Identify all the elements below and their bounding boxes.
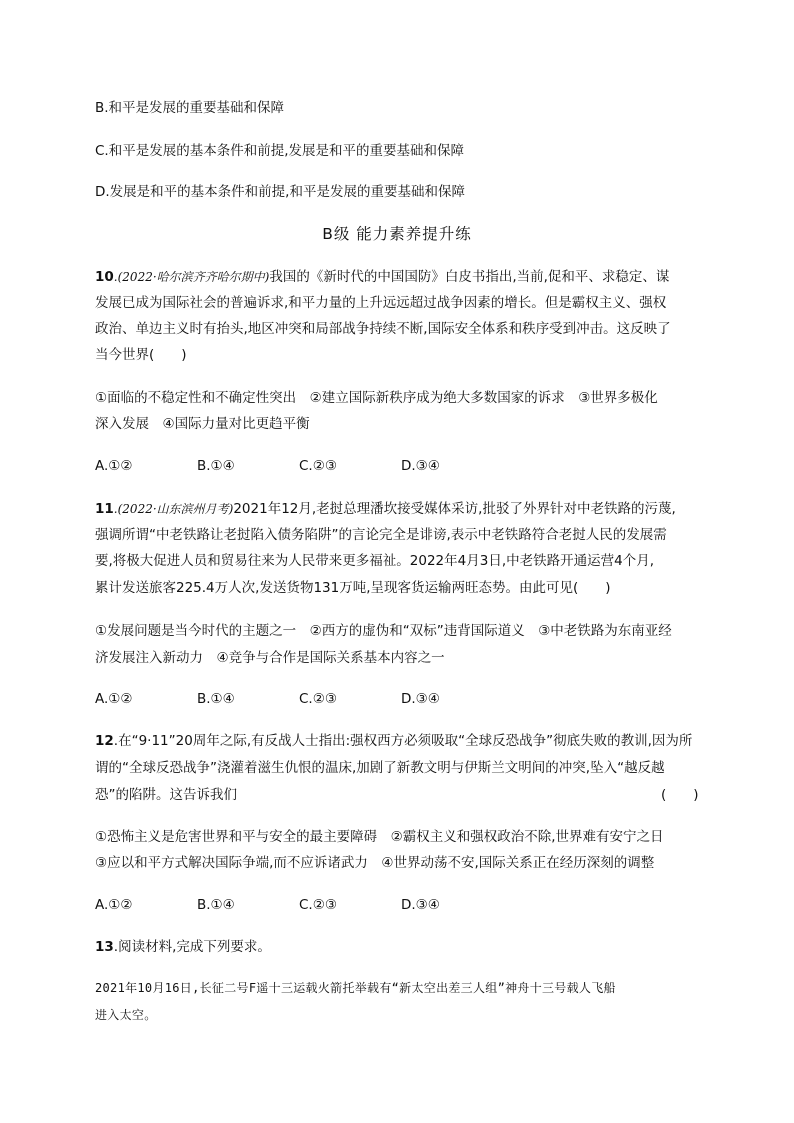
q10-line-2: 发展已成为国际社会的普遍诉求,和平力量的上升远远超过战争因素的增长。但是霸权主义、强权 <box>95 295 667 311</box>
q11-choices <box>95 689 503 709</box>
q10-line-4: 当今世界( ) <box>95 347 187 363</box>
q12-line-1 <box>95 731 692 751</box>
q12-line-2: 谓的“全球反恐战争”浇灌着滋生仇恨的温床,加剧了新教文明与伊斯兰文明间的冲突,坠入“越反越 <box>95 760 665 776</box>
q10-choice-d[interactable]: D.③④ <box>401 458 440 474</box>
q9-option-b: B.和平是发展的重要基础和保障 <box>95 100 285 116</box>
q13-line-1 <box>95 937 271 957</box>
q12-line-3: 恐”的陷阱。这告诉我们 <box>95 787 237 803</box>
q10-source: .(2022·哈尔滨齐齐哈尔期中) <box>113 270 270 284</box>
q11-statements-1: ①发展问题是当今时代的主题之一 ②西方的虚伪和“双标”违背国际道义 ③中老铁路为东南亚经 <box>95 623 672 639</box>
q10-line-1 <box>95 267 669 287</box>
q12-statements-1: ①恐怖主义是危害世界和平与安全的最主要障碍 ②霸权主义和强权政治不除,世界难有安宁之日 <box>95 829 664 845</box>
q11-number: 11 <box>95 501 114 517</box>
q12-text-1: .在“9·11”20周年之际,有反战人士指出:强权西方必须吸取“全球反恐战争”彻底失败的教训,因为所 <box>113 733 693 749</box>
q11-choice-d[interactable]: D.③④ <box>401 691 440 707</box>
q10-statements-1: ①面临的不稳定性和不确定性突出 ②建立国际新秩序成为绝大多数国家的诉求 ③世界多极化 <box>95 390 658 406</box>
q12-answer-bracket: ( ) <box>661 787 699 803</box>
q13-number: 13 <box>95 939 114 955</box>
q11-choice-a[interactable]: A.①② <box>95 691 133 707</box>
q13-material-2: 进入太空。 <box>95 1008 157 1022</box>
q12-choice-a[interactable]: A.①② <box>95 897 133 913</box>
q10-choice-b[interactable]: B.①④ <box>197 458 235 474</box>
q11-choice-c[interactable]: C.②③ <box>299 691 337 707</box>
q12-choice-d[interactable]: D.③④ <box>401 897 440 913</box>
q11-line-3: 要,将极大促进人员和贸易往来为人民带来更多福祉。2022年4月3日,中老铁路开通运营4个月, <box>95 553 654 569</box>
q12-choice-b[interactable]: B.①④ <box>197 897 235 913</box>
q10-text-1: 我国的《新时代的中国国防》白皮书指出,当前,促和平、求稳定、谋 <box>269 269 670 285</box>
q10-line-3: 政治、单边主义时有抬头,地区冲突和局部战争持续不断,国际安全体系和秩序受到冲击。这反映了 <box>95 321 671 337</box>
q11-line-4: 累计发送旅客225.4万人次,发送货物131万吨,呈现客货运输两旺态势。由此可见( ) <box>95 580 611 596</box>
q11-line-1 <box>95 499 676 519</box>
q13-text-1: .阅读材料,完成下列要求。 <box>113 939 271 955</box>
q10-number: 10 <box>95 269 114 285</box>
section-title: B级 能力素养提升练 <box>322 225 472 243</box>
q13-material-1: 2021年10月16日,长征二号F遥十三运载火箭托举载有“新太空出差三人组”神舟十三号载人飞船 <box>95 981 616 995</box>
q9-option-c: C.和平是发展的基本条件和前提,发展是和平的重要基础和保障 <box>95 143 465 159</box>
q12-choices <box>95 895 503 915</box>
q11-source: .(2022·山东滨州月考) <box>113 502 234 516</box>
q10-choices <box>95 456 503 476</box>
q12-choice-c[interactable]: C.②③ <box>299 897 337 913</box>
q10-statements-2: 深入发展 ④国际力量对比更趋平衡 <box>95 416 310 432</box>
q11-choice-b[interactable]: B.①④ <box>197 691 235 707</box>
q11-statements-2: 济发展注入新动力 ④竞争与合作是国际关系基本内容之一 <box>95 650 445 666</box>
q12-statements-2: ③应以和平方式解决国际争端,而不应诉诸武力 ④世界动荡不安,国际关系正在经历深刻的调整 <box>95 855 655 871</box>
q12-number: 12 <box>95 733 114 749</box>
q11-line-2: 强调所谓“中老铁路让老挝陷入债务陷阱”的言论完全是诽谤,表示中老铁路符合老挝人民的发展需 <box>95 527 667 543</box>
q9-option-d: D.发展是和平的基本条件和前提,和平是发展的重要基础和保障 <box>95 184 465 200</box>
q10-choice-c[interactable]: C.②③ <box>299 458 337 474</box>
q11-text-1: 2021年12月,老挝总理潘坎接受媒体采访,批驳了外界针对中老铁路的污蔑, <box>233 501 676 517</box>
q10-choice-a[interactable]: A.①② <box>95 458 133 474</box>
